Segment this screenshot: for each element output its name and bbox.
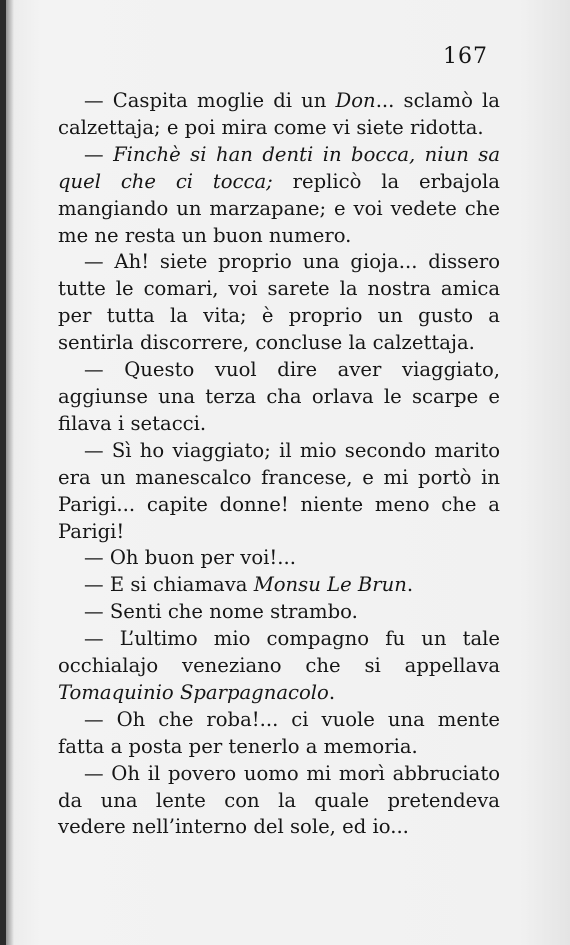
text-run: — Questo vuol dire aver viaggiato, aggiunse una terza cha orlava le scarpe e filava i setacci. <box>58 358 500 435</box>
paragraph <box>58 249 500 357</box>
paragraph <box>58 438 500 546</box>
paragraph <box>58 572 500 599</box>
text-run: — Ah! siete proprio una gioja... dissero tutte le comari, voi sarete la nostra amica per tutta la vita; è proprio un gusto a sentirla discorrere, concluse la calzettaja. <box>58 250 500 355</box>
text-run: — L’ultimo mio compagno fu un tale occhialajo veneziano che si appellava <box>58 627 500 678</box>
paragraph <box>58 761 500 842</box>
paragraph <box>58 142 500 250</box>
italic-text: Monsu Le Brun <box>253 573 407 597</box>
text-run: . <box>328 680 336 704</box>
text-run: . <box>406 573 414 597</box>
paragraph <box>58 626 500 707</box>
paragraph <box>58 707 500 761</box>
text-run: — Caspita moglie di un <box>84 89 336 112</box>
italic-text: Don <box>335 89 376 112</box>
page-number: 167 <box>443 44 488 69</box>
paragraph <box>58 88 500 142</box>
text-run: — Oh che roba!... ci vuole una mente fatta a posta per tenerlo a memoria. <box>58 707 500 758</box>
paragraph <box>58 545 500 572</box>
text-run: — Senti che nome strambo. <box>84 600 358 624</box>
text-run: — Sì ho viaggiato; il mio secondo marito era un manescalco francese, e mi portò in Parigi... capite donne! niente meno che a Parigi! <box>58 438 500 543</box>
text-run: ... sclamò la calzettaja; e poi mira come vi siete ridotta. <box>58 89 500 139</box>
paragraph <box>58 599 500 626</box>
text-run: — Oh buon per voi!... <box>84 546 296 570</box>
text-run: — E si chiamava <box>84 573 254 597</box>
paragraph <box>58 357 500 438</box>
page-gutter-shadow <box>6 0 14 945</box>
page-text-block <box>58 88 500 841</box>
text-run: — <box>84 142 114 166</box>
text-run: replicò la erbajola mangiando un marzapane; e voi vedete che me ne resta un buon numero. <box>58 169 500 247</box>
text-run: — Oh il povero uomo mi morì abbruciato da una lente con la quale pretendeva vedere nell’interno del sole, ed io... <box>58 761 500 839</box>
italic-text: Tomaquinio Sparpagnacolo <box>58 680 329 704</box>
italic-text: Finchè si han denti in bocca, niun sa quel che ci tocca; <box>58 142 500 193</box>
